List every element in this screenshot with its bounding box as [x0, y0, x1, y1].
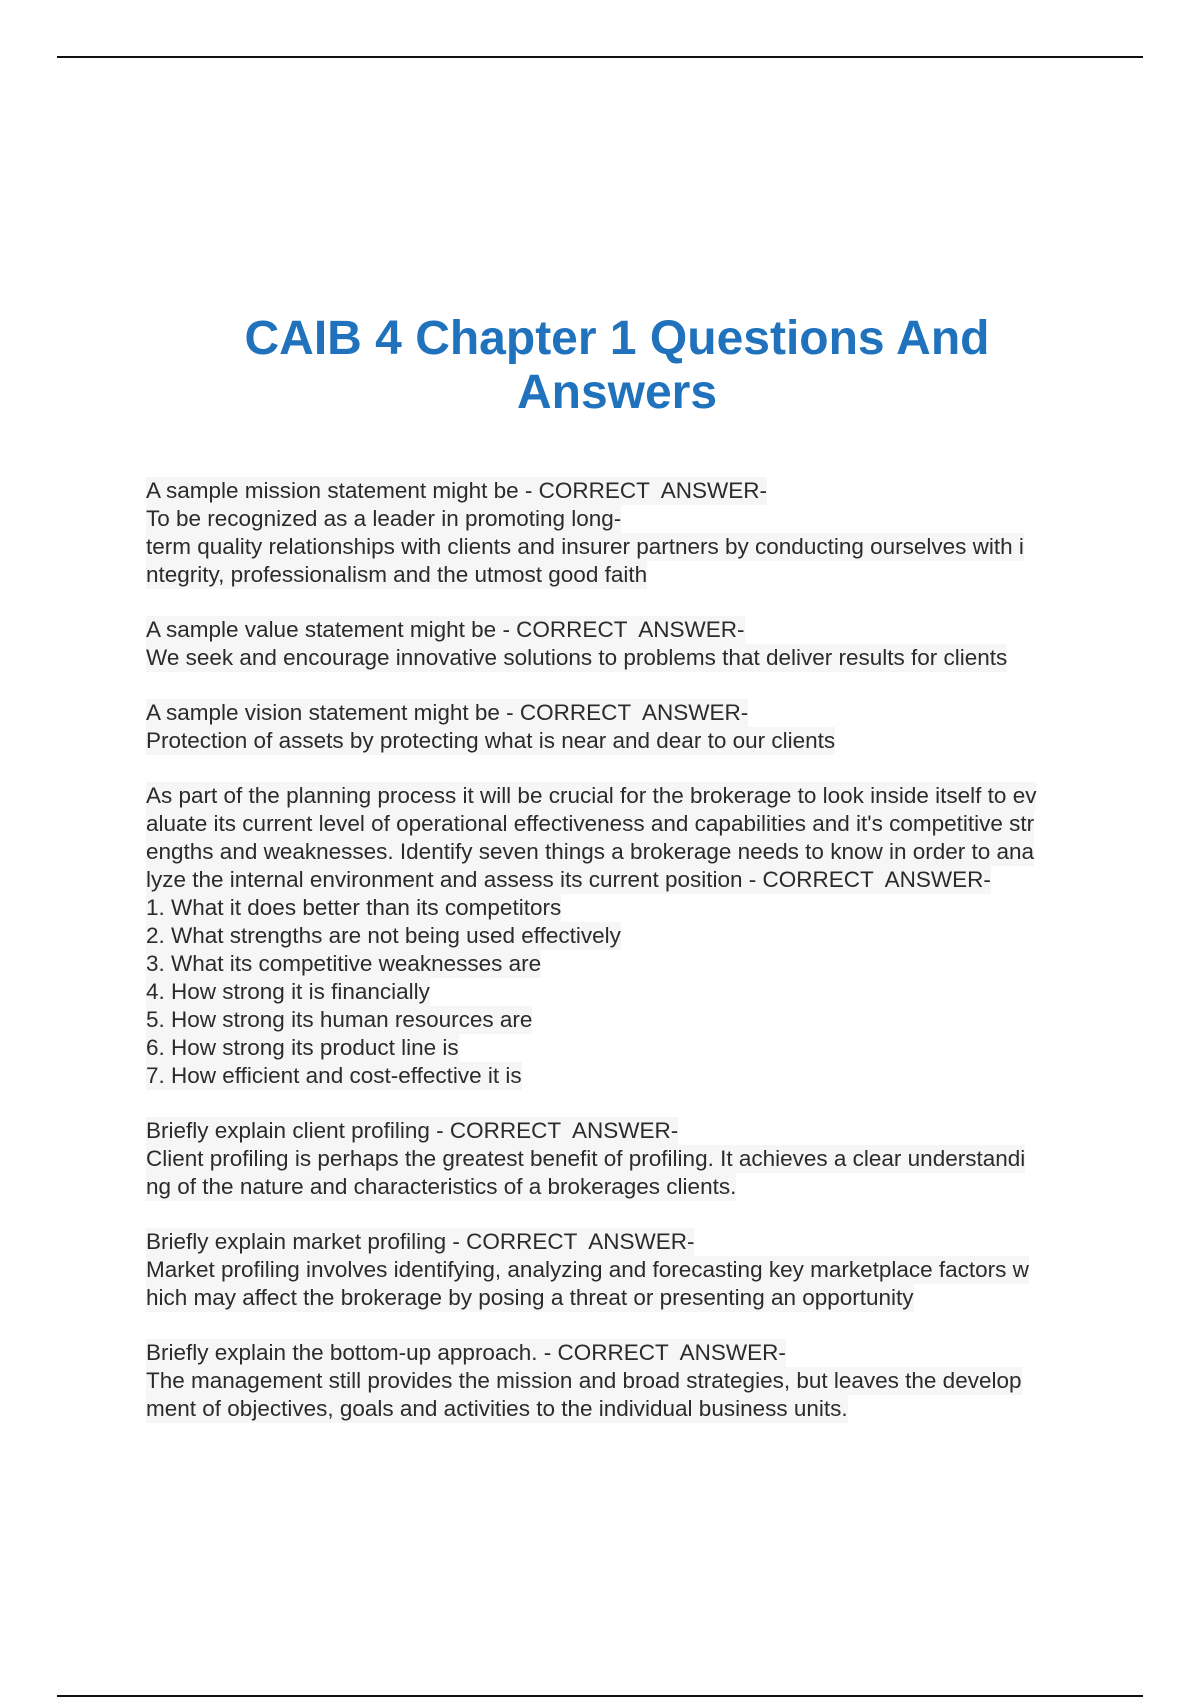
answer-line: We seek and encourage innovative solutions to problems that deliver results for clients: [146, 645, 1008, 670]
qa-item-internal-analysis: [146, 782, 1106, 1090]
answer-list-item: 7. How efficient and cost-effective it is: [146, 1063, 522, 1088]
qa-item-mission: [146, 477, 1106, 589]
qa-list: [146, 477, 1106, 1450]
answer-list-item: 2. What strengths are not being used effectively: [146, 923, 621, 948]
title-line-2: Answers: [516, 366, 718, 419]
answer-line: hich may affect the brokerage by posing a threat or presenting an opportunity: [146, 1285, 914, 1310]
question-text: A sample vision statement might be - CORRECT ANSWER-: [146, 700, 749, 725]
question-text: A sample mission statement might be - CORRECT ANSWER-: [146, 478, 768, 503]
qa-item-market-profiling: [146, 1228, 1106, 1312]
answer-line: term quality relationships with clients and insurer partners by conducting ourselves with i: [146, 534, 1024, 559]
answer-list-item: 5. How strong its human resources are: [146, 1007, 533, 1032]
answer-line: ng of the nature and characteristics of a brokerages clients.: [146, 1174, 737, 1199]
question-text: Briefly explain market profiling - CORRECT ANSWER-: [146, 1229, 695, 1254]
answer-line: Protection of assets by protecting what is near and dear to our clients: [146, 728, 836, 753]
answer-list-item: 4. How strong it is financially: [146, 979, 430, 1004]
qa-item-vision: [146, 699, 1106, 755]
answer-line: To be recognized as a leader in promoting long-: [146, 506, 622, 531]
answer-line: The management still provides the mission and broad strategies, but leaves the develop: [146, 1368, 1022, 1393]
bottom-rule: [57, 1695, 1143, 1697]
answer-list-item: 6. How strong its product line is: [146, 1035, 459, 1060]
document-title: [0, 312, 1200, 420]
qa-item-client-profiling: [146, 1117, 1106, 1201]
qa-item-value: [146, 616, 1106, 672]
question-text: engths and weaknesses. Identify seven things a brokerage needs to know in order to ana: [146, 839, 1035, 864]
answer-line: Client profiling is perhaps the greatest benefit of profiling. It achieves a clear understandi: [146, 1146, 1026, 1171]
question-text: As part of the planning process it will be crucial for the brokerage to look inside itself to ev: [146, 783, 1037, 808]
question-text: aluate its current level of operational effectiveness and capabilities and it's competitive str: [146, 811, 1035, 836]
question-text: Briefly explain client profiling - CORRECT ANSWER-: [146, 1118, 679, 1143]
question-text: A sample value statement might be - CORRECT ANSWER-: [146, 617, 745, 642]
question-text: lyze the internal environment and assess its current position - CORRECT ANSWER-: [146, 867, 991, 892]
answer-line: Market profiling involves identifying, analyzing and forecasting key marketplace factors w: [146, 1257, 1029, 1282]
title-line-1: CAIB 4 Chapter 1 Questions And: [244, 312, 990, 365]
answer-list-item: 1. What it does better than its competitors: [146, 895, 562, 920]
top-rule: [57, 56, 1143, 58]
question-text: Briefly explain the bottom-up approach. - CORRECT ANSWER-: [146, 1340, 786, 1365]
answer-line: ntegrity, professionalism and the utmost good faith: [146, 562, 648, 587]
qa-item-bottom-up: [146, 1339, 1106, 1423]
answer-line: ment of objectives, goals and activities to the individual business units.: [146, 1396, 848, 1421]
answer-list-item: 3. What its competitive weaknesses are: [146, 951, 542, 976]
